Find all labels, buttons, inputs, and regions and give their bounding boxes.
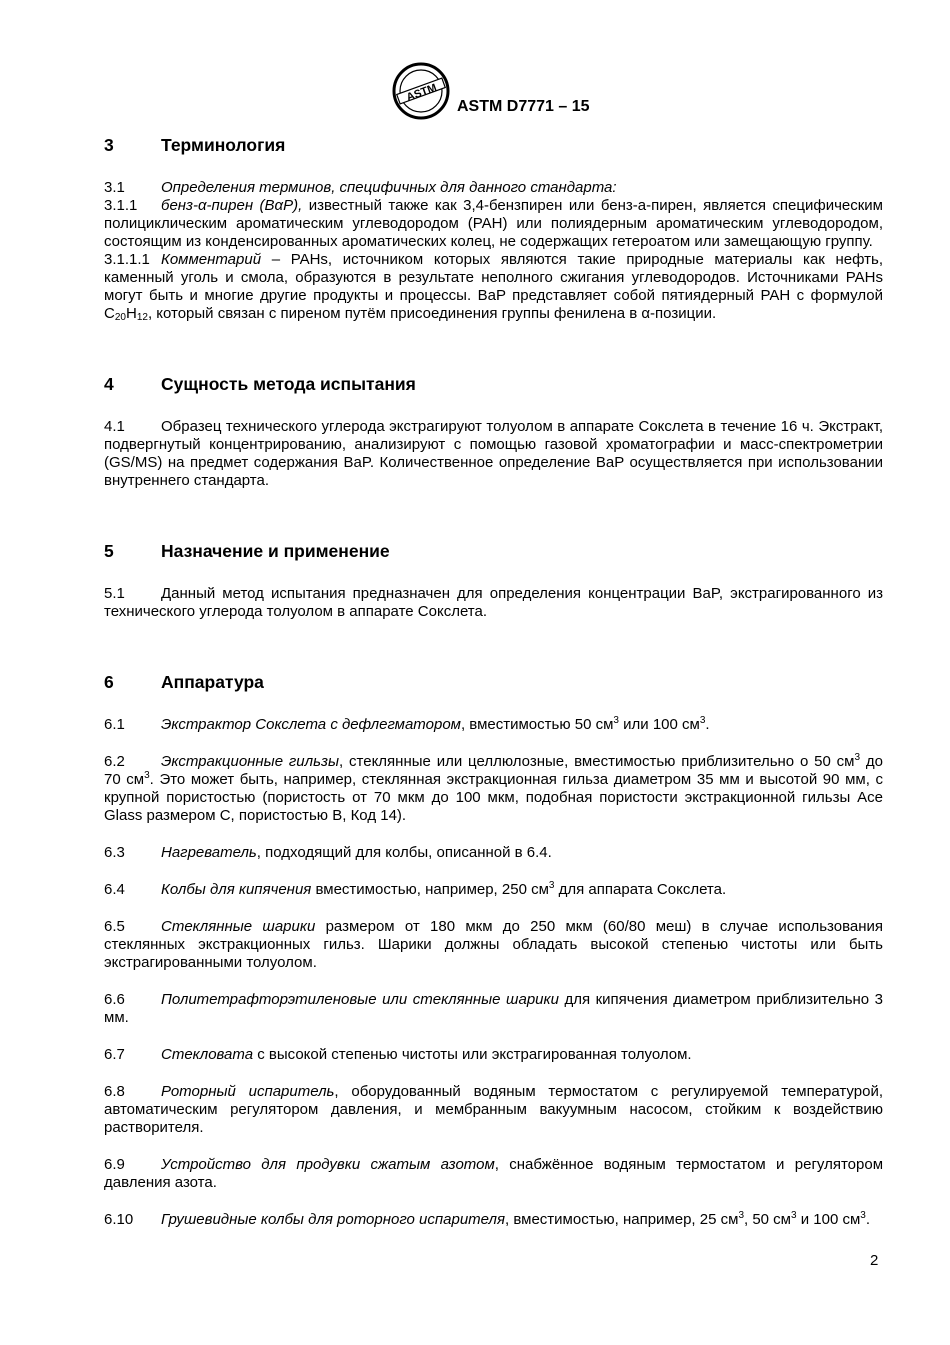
section-number: 5 <box>104 541 114 561</box>
paragraph-3-1-1 <box>104 197 883 251</box>
paragraph-number: 6.3 <box>104 844 125 861</box>
paragraph-6-3 <box>104 844 883 862</box>
paragraph-text: вместимостью, например, 250 см <box>311 881 549 898</box>
paragraph-text: Образец технического углерода экстрагируют толуолом в аппарате Сокслета в течение 16 ч. Экстракт, подвергнутый концентрированию, анализируют с помощью газовой хроматографии и масс-спектрометрии (GS/MS) на предмет содержания BaP. Количественное определение BaP осуществляется при использовании внутреннего стандарта. <box>104 418 883 489</box>
paragraph-text: , оборудованный водяным термостатом с регулируемой температурой, автоматическим регулятором давления, и мембранным вакуумным насосом, стойким к воздействию растворителя. <box>104 1083 883 1136</box>
paragraph-text: . <box>865 1211 871 1228</box>
paragraph-text: до 70 см <box>104 753 883 788</box>
paragraph-number: 3.1.1.1 <box>104 251 150 268</box>
term: Стеклянные шарики <box>161 918 316 935</box>
paragraph-text: . Это может быть, например, стеклянная экстракционная гильза диаметром 35 мм и высотой 90 мм, с крупной пористостью (пористость от 70 мкм до 100 мкм, подобная пористости экстракционной гильзы Ace Glass размером C, пористостью B, Код 14). <box>104 771 883 824</box>
paragraph-text: , снабжённое водяным термостатом и регулятором давления азота. <box>104 1156 884 1191</box>
superscript: 3 <box>854 752 861 763</box>
paragraph-text: , стеклянные или целлюлозные, вместимостью приблизительно о 50 см <box>339 753 855 770</box>
paragraph-number: 6.4 <box>104 881 125 898</box>
paragraph-5-1 <box>104 585 883 621</box>
section-number: 3 <box>104 135 114 155</box>
section-number: 6 <box>104 672 114 692</box>
superscript: 3 <box>548 880 555 891</box>
paragraph-text: и 100 см <box>796 1211 861 1228</box>
paragraph-number: 6.1 <box>104 716 125 733</box>
paragraph-text: Данный метод испытания предназначен для определения концентрации BaP, экстрагированного из технического углерода толуолом в аппарате Сокслета. <box>104 585 883 620</box>
superscript: 3 <box>791 1210 797 1221</box>
paragraph-number: 6.8 <box>104 1083 125 1100</box>
paragraph-6-9 <box>104 1156 883 1192</box>
section-number: 4 <box>104 374 114 394</box>
section-3-heading <box>104 130 883 160</box>
section-6-heading <box>104 667 883 697</box>
section-5-heading <box>104 536 883 566</box>
paragraph-text: размером от 180 мкм до 250 мкм (60/80 меш) в случае использования стеклянных экстракционных гильз. Шарики должны обладать высокой степенью чистоты или быть экстрагированными толуолом. <box>104 918 883 971</box>
paragraph-text: , 50 см <box>744 1211 791 1228</box>
section-title: Назначение и применение <box>161 541 390 561</box>
term: бенз-α-пирен (BαP), <box>161 197 303 214</box>
paragraph-3-1 <box>104 179 883 197</box>
paragraph-number: 6.7 <box>104 1046 125 1063</box>
paragraph-number: 6.6 <box>104 991 125 1008</box>
paragraph-3-1-1-1 <box>104 251 883 323</box>
term: Экстрактор Сокслета с дефлегматором <box>161 716 461 733</box>
astm-logo-text: ASTM <box>404 81 439 104</box>
paragraph-6-10 <box>104 1211 883 1229</box>
document-title: ASTM D7771 – 15 <box>457 98 590 115</box>
paragraph-text: . <box>705 716 710 733</box>
paragraph-number: 5.1 <box>104 585 125 602</box>
term: Стекловата <box>161 1046 254 1063</box>
paragraph-6-5 <box>104 918 883 972</box>
term: Грушевидные колбы для роторного испарителя <box>161 1211 505 1228</box>
superscript: 3 <box>738 1210 744 1221</box>
paragraph-text: или 100 см <box>618 716 700 733</box>
paragraph-text: для аппарата Сокслета. <box>554 881 727 898</box>
term: Комментарий <box>161 251 262 268</box>
paragraph-6-8 <box>104 1083 883 1137</box>
term: Экстракционные гильзы <box>161 753 340 770</box>
paragraph-6-7 <box>104 1046 883 1064</box>
paragraph-number: 6.5 <box>104 918 125 935</box>
paragraph-text: , вместимостью, например, 25 см <box>505 1211 739 1228</box>
paragraph-text: с высокой степенью чистоты или экстрагированная толуолом. <box>253 1046 692 1063</box>
page-number: 2 <box>870 1252 879 1269</box>
section-title: Аппаратура <box>161 672 264 692</box>
superscript: 3 <box>699 715 706 726</box>
paragraph-number: 4.1 <box>104 418 125 435</box>
paragraph-number: 3.1 <box>104 179 125 196</box>
superscript: 3 <box>613 715 619 726</box>
subscript: 20 <box>114 312 126 323</box>
paragraph-6-2 <box>104 753 883 825</box>
superscript: 3 <box>860 1210 866 1221</box>
paragraph-text: известный также как 3,4-бензпирен или бенз-а-пирен, является специфическим полициклическим ароматическим углеводородом (PAH) или полиядерным ароматическим углеводородом, состоящим из конденсированных ароматических колец, не содержащих гетероатом или замещающую группу. <box>104 197 883 250</box>
term: Колбы для кипячения <box>161 881 312 898</box>
superscript: 3 <box>144 770 150 781</box>
term: Роторный испаритель <box>161 1083 335 1100</box>
term: Нагреватель <box>161 844 257 861</box>
paragraph-number: 6.9 <box>104 1156 125 1173</box>
paragraph-text: для кипячения диаметром приблизительно 3 мм. <box>104 991 883 1026</box>
paragraph-text: H <box>125 305 137 322</box>
paragraph-text: , подходящий для колбы, описанной в 6.4. <box>256 844 552 861</box>
section-title: Терминология <box>161 135 286 155</box>
paragraph-number: 3.1.1 <box>104 197 138 214</box>
paragraph-number: 6.10 <box>104 1211 134 1228</box>
term: Политетрафторэтиленовые или стеклянные шарики <box>161 991 559 1008</box>
paragraph-text: , который связан с пиреном путём присоединения группы фенилена в α-позиции. <box>147 305 717 322</box>
term: Устройство для продувки сжатым азотом <box>161 1156 495 1173</box>
paragraph-6-1 <box>104 716 883 734</box>
paragraph-text: – PAHs, источником которых являются такие природные материалы как нефть, каменный уголь и смола, образуются в результате неполного сжигания углеводородов. Источниками PAHs могут быть и многие другие продукты и процессы. BaP представляет собой пятиядерный PAH с формулой C <box>104 251 883 322</box>
paragraph-6-6 <box>104 991 883 1027</box>
subscript: 12 <box>136 312 148 323</box>
paragraph-4-1 <box>104 418 883 490</box>
paragraph-6-4 <box>104 881 883 899</box>
section-4-heading <box>104 369 883 399</box>
paragraph-text: Определения терминов, специфичных для данного стандарта: <box>161 179 617 196</box>
document-body <box>104 130 883 1229</box>
paragraph-number: 6.2 <box>104 753 125 770</box>
astm-logo-icon <box>390 60 452 122</box>
paragraph-text: , вместимостью 50 см <box>460 716 614 733</box>
section-title: Сущность метода испытания <box>161 374 416 394</box>
